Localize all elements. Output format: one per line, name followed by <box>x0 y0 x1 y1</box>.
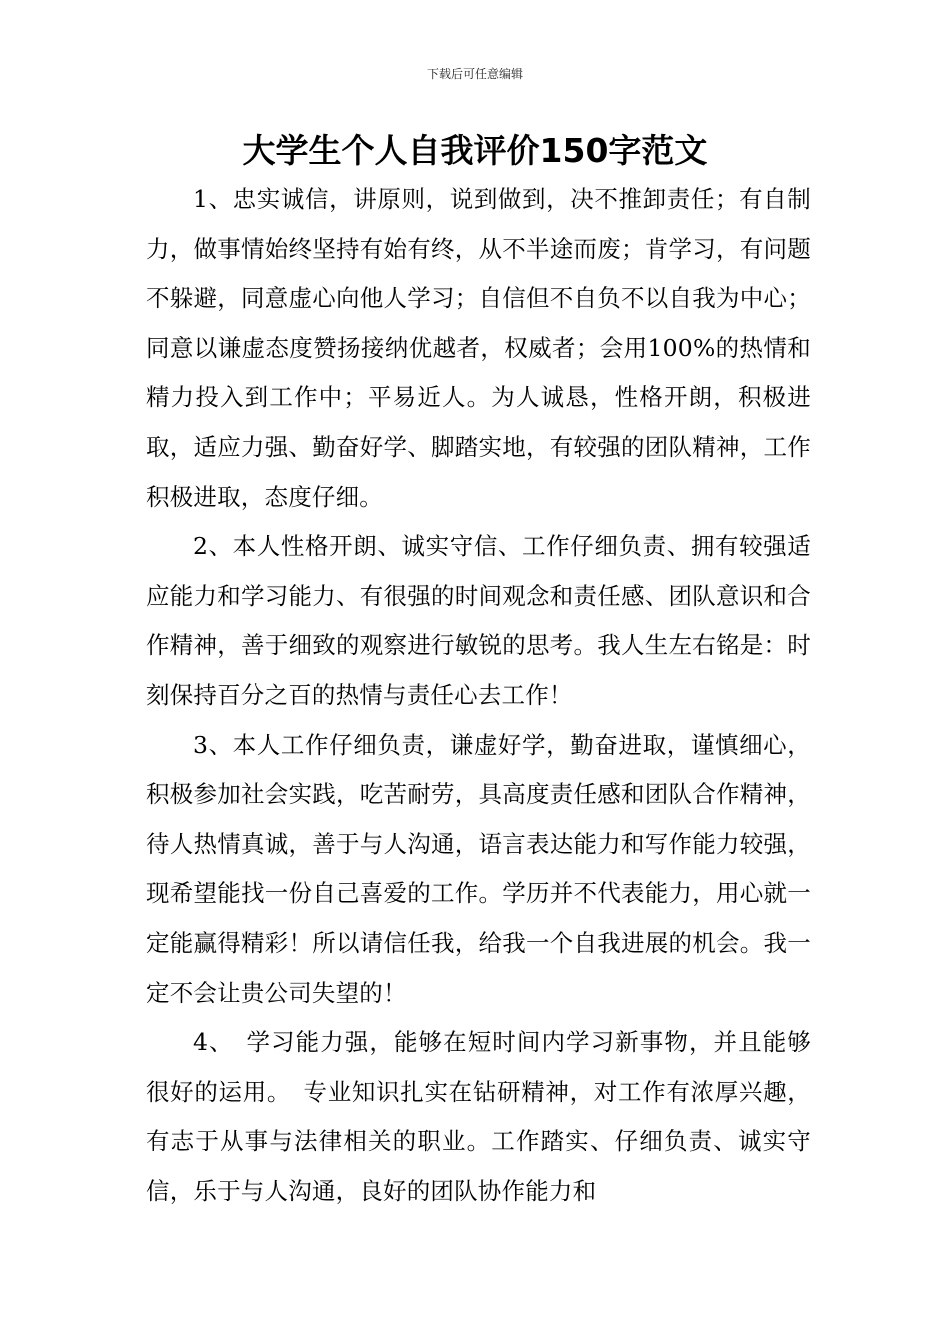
document-body <box>146 175 811 1216</box>
document-title: 大学生个人自我评价150字范文 <box>242 131 708 170</box>
header-note: 下载后可任意编辑 <box>426 67 523 81</box>
paragraph-4: 4、 学习能力强，能够在短时间内学习新事物，并且能够很好的运用。 专业知识扎实在钻研精神，对工作有浓厚兴趣，有志于从事与法律相关的职业。工作踏实、仔细负责、诚实守信，乐于与人沟通，良好的团队协作能力和 <box>146 1028 811 1205</box>
paragraph-2: 2、本人性格开朗、诚实守信、工作仔细负责、拥有较强适应能力和学习能力、有很强的时间观念和责任感、团队意识和合作精神，善于细致的观察进行敏锐的思考。我人生左右铭是：时刻保持百分之百的热情与责任心去工作！ <box>146 532 811 709</box>
paragraph-3: 3、本人工作仔细负责，谦虚好学，勤奋进取，谨慎细心，积极参加社会实践，吃苦耐劳，具高度责任感和团队合作精神，待人热情真诚，善于与人沟通，语言表达能力和写作能力较强，现希望能找一份自己喜爱的工作。学历并不代表能力，用心就一定能赢得精彩！所以请信任我，给我一个自我进展的机会。我一定不会让贵公司失望的！ <box>146 730 811 1007</box>
paragraph-1: 1、忠实诚信，讲原则，说到做到，决不推卸责任；有自制力，做事情始终坚持有始有终，从不半途而废；肯学习，有问题不躲避，同意虚心向他人学习；自信但不自负不以自我为中心；同意以谦虚态度赞扬接纳优越者，权威者；会用100%的热情和精力投入到工作中；平易近人。为人诚恳，性格开朗，积极进取，适应力强、勤奋好学、脚踏实地，有较强的团队精神，工作积极进取，态度仔细。 <box>146 185 811 511</box>
